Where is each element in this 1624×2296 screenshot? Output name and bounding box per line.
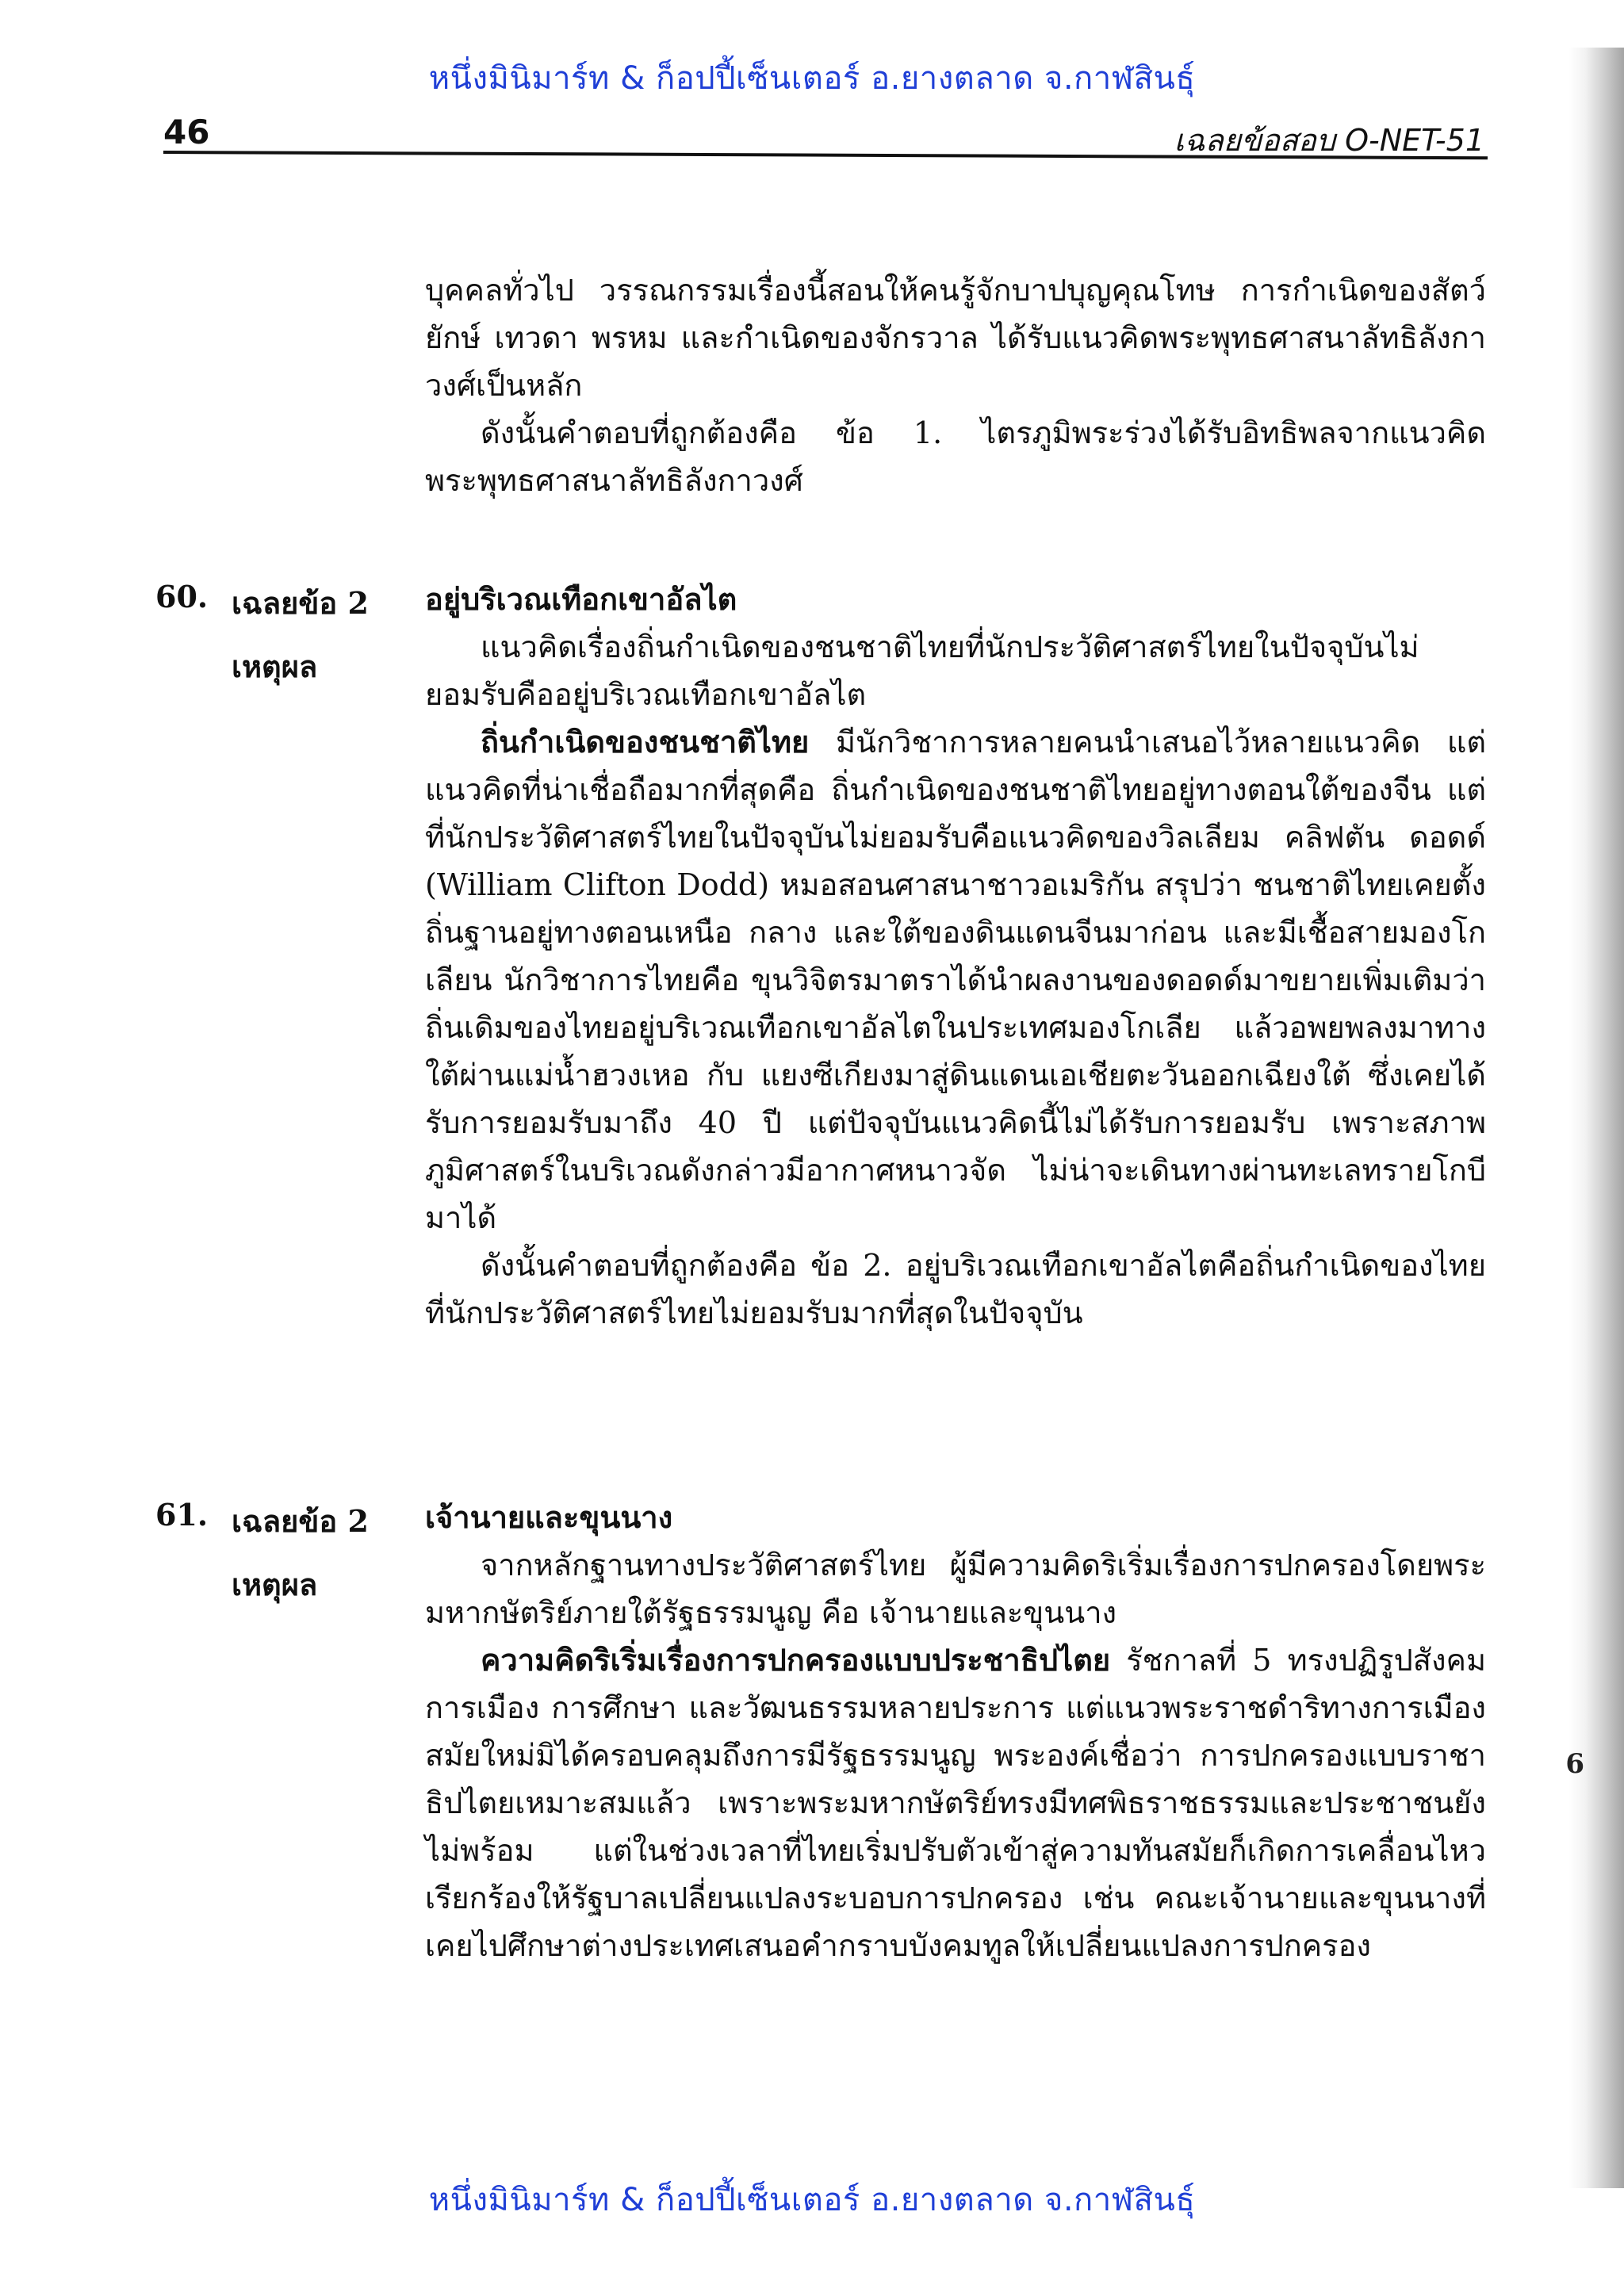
q60-reason-label: เหตุผล (232, 649, 318, 684)
q60-paragraph-2 (425, 718, 1486, 1242)
q60-number: 60. (155, 579, 209, 614)
q61-answer-label: เฉลยข้อ 2 (232, 1503, 369, 1539)
q61-paragraph-1: จากหลักฐานทางประวัติศาสตร์ไทย ผู้มีความคิดริเริ่มเรื่องการปกครองโดยพระมหากษัตริย์ภายใต้รัฐธรรมนูญ คือ เจ้านายและขุนนาง (425, 1548, 1486, 1630)
intro-paragraph-2: ดังนั้นคำตอบที่ถูกต้องคือ ข้อ 1. ไตรภูมิพระร่วงได้รับอิทธิพลจากแนวคิดพระพุทธศาสนาลัทธิลังกาวงศ์ (425, 415, 1486, 498)
running-title: เฉลยข้อสอบ O-NET-51 (1174, 123, 1484, 158)
q60-section (425, 576, 1486, 1337)
q61-para2-bold: ความคิดริเริ่มเรื่องการปกครองแบบประชาธิปไตย (481, 1642, 1111, 1678)
watermark-top: หนึ่งมินิมาร์ท & ก็อปปี้เซ็นเตอร์ อ.ยางตลาด จ.กาฬสินธุ์ (428, 60, 1196, 97)
q60-para2-bold: ถิ่นกำเนิดของชนชาติไทย (481, 724, 810, 760)
watermark-bottom: หนึ่งมินิมาร์ท & ก็อปปี้เซ็นเตอร์ อ.ยางตลาด จ.กาฬสินธุ์ (428, 2182, 1196, 2218)
margin-mark: 6 (1565, 1748, 1584, 1780)
q61-reason-label: เหตุผล (232, 1567, 318, 1602)
q60-para2-text: มีนักวิชาการหลายคนนำเสนอไว้หลายแนวคิด แต่แนวคิดที่น่าเชื่อถือมากที่สุดคือ ถิ่นกำเนิดของชนชาติไทยอยู่ทางตอนใต้ของจีน แต่ที่นักประวัติศาสตร์ไทยในปัจจุบันไม่ยอมรับคือแนวคิดของวิลเลียม คลิฟตัน ดอดด์ (William Clifton Dodd) หมอสอนศาสนาชาวอเมริกัน สรุปว่า ชนชาติไทยเคยตั้งถิ่นฐานอยู่ทางตอนเหนือ กลาง และใต้ของดินแดนจีนมาก่อน และมีเชื้อสายมองโกเลียน นักวิชาการไทยคือ ขุนวิจิตรมาตราได้นำผลงานของดอดด์มาขยายเพิ่มเติมว่าถิ่นเดิมของไทยอยู่บริเวณเทือกเขาอัลไตในประเทศมองโกเลีย แล้วอพยพลงมาทางใต้ผ่านแม่น้ำฮวงเหอ กับ แยงซีเกียงมาสู่ดินแดนเอเชียตะวันออกเฉียงใต้ ซึ่งเคยได้รับการยอมรับมาถึง 40 ปี แต่ปัจจุบันแนวคิดนี้ไม่ได้รับการยอมรับ เพราะสภาพภูมิศาสตร์ในบริเวณดังกล่าวมีอากาศหนาวจัด ไม่น่าจะเดินทางผ่านทะเลทรายโกบีมาได้ (425, 725, 1486, 1235)
q60-answer-heading: อยู่บริเวณเทือกเขาอัลไต (425, 581, 737, 617)
q61-number: 61. (155, 1497, 209, 1533)
q61-answer-heading: เจ้านายและขุนนาง (425, 1499, 673, 1535)
page-number: 46 (163, 113, 210, 151)
q61-paragraph-2 (425, 1636, 1486, 1969)
intro-section (425, 266, 1486, 504)
scan-shadow-edge (1568, 48, 1624, 2188)
q60-paragraph-3: ดังนั้นคำตอบที่ถูกต้องคือ ข้อ 2. อยู่บริเวณเทือกเขาอัลไตคือถิ่นกำเนิดของไทยที่นักประวัติศาสตร์ไทยไม่ยอมรับมากที่สุดในปัจจุบัน (425, 1248, 1486, 1330)
intro-paragraph-1: บุคคลทั่วไป วรรณกรรมเรื่องนี้สอนให้คนรู้จักบาปบุญคุณโทษ การกำเนิดของสัตว์ ยักษ์ เทวดา พรหม และกำเนิดของจักรวาล ได้รับแนวคิดพระพุทธศาสนาลัทธิลังกาวงศ์เป็นหลัก (425, 273, 1486, 403)
q60-answer-label: เฉลยข้อ 2 (232, 585, 369, 621)
q61-section (425, 1494, 1486, 1969)
q60-paragraph-1: แนวคิดเรื่องถิ่นกำเนิดของชนชาติไทยที่นักประวัติศาสตร์ไทยในปัจจุบันไม่ยอมรับคืออยู่บริเวณเทือกเขาอัลไต (425, 629, 1419, 712)
q61-para2-text: รัชกาลที่ 5 ทรงปฏิรูปสังคม การเมือง การศึกษา และวัฒนธรรมหลายประการ แต่แนวพระราชดำริทางการเมืองสมัยใหม่มิได้ครอบคลุมถึงการมีรัฐธรรมนูญ พระองค์เชื่อว่า การปกครองแบบราชาธิปไตยเหมาะสมแล้ว เพราะพระมหากษัตริย์ทรงมีทศพิธราชธรรมและประชาชนยังไม่พร้อม แต่ในช่วงเวลาที่ไทยเริ่มปรับตัวเข้าสู่ความทันสมัยก็เกิดการเคลื่อนไหวเรียกร้องให้รัฐบาลเปลี่ยนแปลงระบอบการปกครอง เช่น คณะเจ้านายและขุนนางที่เคยไปศึกษาต่างประเทศเสนอคำกราบบังคมทูลให้เปลี่ยนแปลงการปกครอง (425, 1643, 1486, 1963)
